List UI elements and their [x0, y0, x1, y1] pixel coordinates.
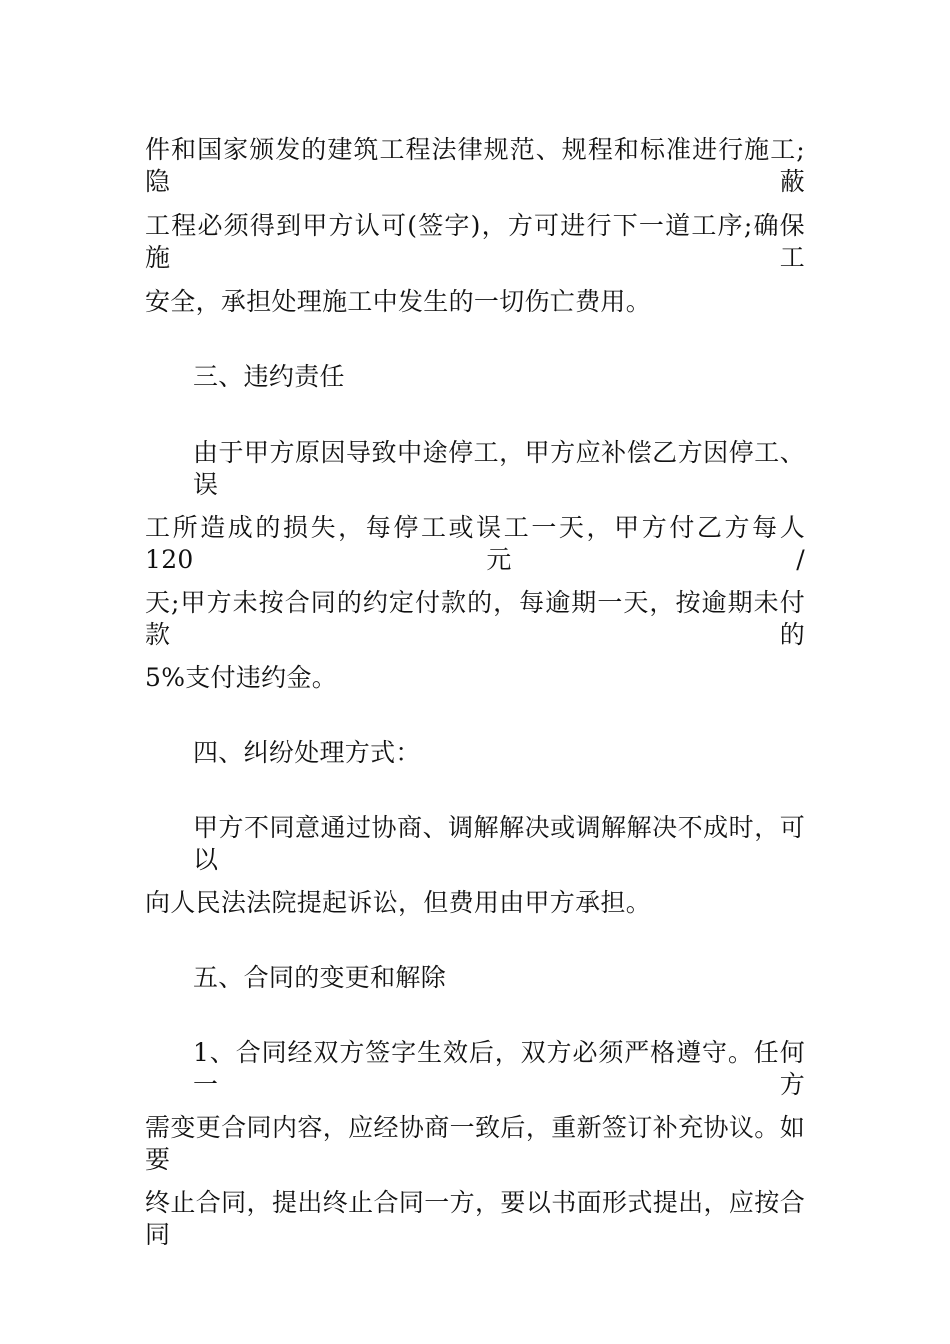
section-heading: 三、违约责任	[193, 362, 345, 391]
paragraph-line: 工程必须得到甲方认可(签字)，方可进行下一道工序;确保施工	[145, 211, 805, 272]
paragraph-line: 1、合同经双方签字生效后，双方必须严格遵守。任何一方	[193, 1038, 805, 1099]
paragraph-line: 件和国家颁发的建筑工程法律规范、规程和标准进行施工;隐蔽	[145, 135, 805, 196]
paragraph-line: 需变更合同内容，应经协商一致后，重新签订补充协议。如要	[145, 1113, 805, 1174]
paragraph-line: 终止合同，提出终止合同一方，要以书面形式提出，应按合同	[145, 1188, 805, 1249]
paragraph-line: 5%支付违约金。	[145, 663, 338, 692]
paragraph-line: 天;甲方未按合同的约定付款的，每逾期一天，按逾期未付款的	[145, 588, 805, 649]
paragraph-line: 安全，承担处理施工中发生的一切伤亡费用。	[145, 287, 652, 316]
paragraph-line: 甲方不同意通过协商、调解解决或调解解决不成时，可以	[193, 813, 805, 874]
paragraph-line: 工所造成的损失，每停工或误工一天，甲方付乙方每人 120 元/	[145, 513, 805, 574]
section-heading: 四、纠纷处理方式：	[193, 738, 421, 767]
paragraph-line: 向人民法法院提起诉讼，但费用由甲方承担。	[145, 888, 652, 917]
section-heading: 五、合同的变更和解除	[193, 963, 447, 992]
paragraph-line: 由于甲方原因导致中途停工，甲方应补偿乙方因停工、误	[193, 438, 805, 499]
